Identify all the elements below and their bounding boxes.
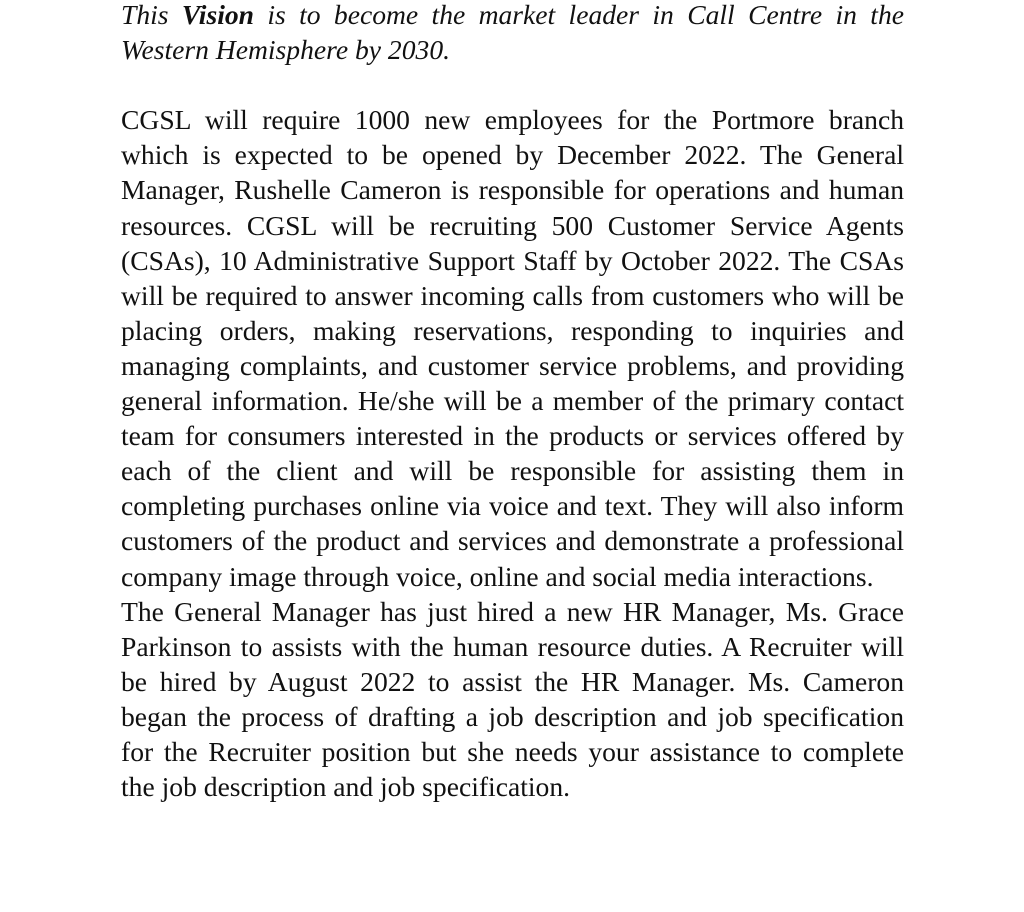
vision-keyword: Vision — [181, 0, 255, 30]
paragraph-recruitment-overview: CGSL will require 1000 new employees for the Portmore branch which is expected to be opened by December 2022. The General Manager, Rushelle Cameron is responsible for operations and human resources. CGSL will be recruiting 500 Customer Service Agents (CSAs), 10 Administrative Support Staff by October 2022. The CSAs will be required to answer incoming calls from customers who will be placing orders, making reservations, responding to inquiries and managing complaints, and customer service problems, and providing general information. He/she will be a member of the primary contact team for consumers interested in the products or services offered by each of the client and will be responsible for assisting them in completing purchases online via voice and text. They will also inform customers of the product and services and demonstrate a professional company image through voice, online and social media interactions. — [121, 104, 904, 592]
vision-prefix: This — [121, 0, 182, 30]
paragraph-hr-manager: The General Manager has just hired a new HR Manager, Ms. Grace Parkinson to assists with the human resource duties. A Recruiter will be hired by August 2022 to assist the HR Manager. Ms. Cameron began the process of drafting a job description and job specification for the Recruiter position but she needs your assistance to complete the job description and job specification. — [121, 595, 904, 803]
vision-statement — [121, 0, 904, 67]
document-page — [121, 0, 904, 804]
vision-suffix: is to become the market leader in Call Centre in the Western Hemisphere by 2030. — [121, 0, 905, 66]
paragraph-spacer — [121, 67, 904, 102]
